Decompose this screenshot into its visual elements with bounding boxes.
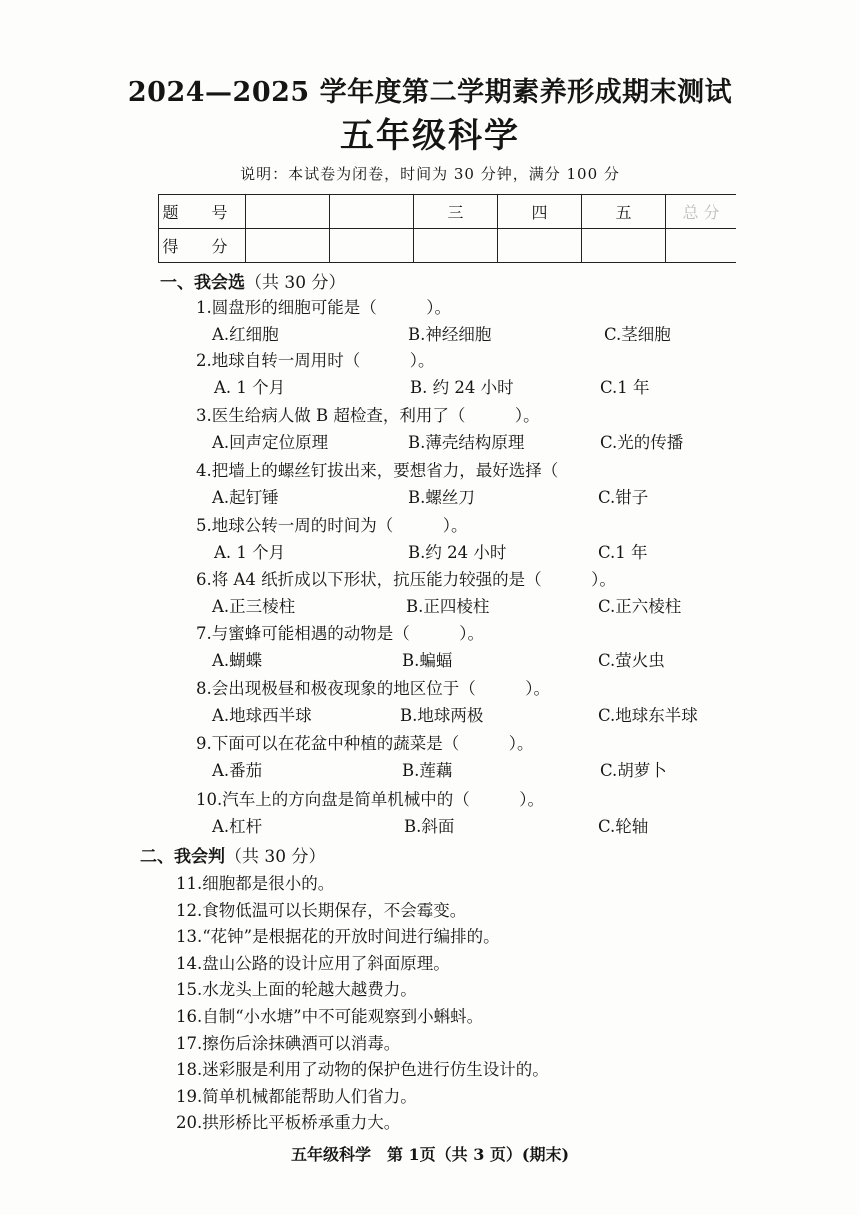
option-b[interactable]: B.蝙蝠 <box>402 651 453 670</box>
exam-title: 2024—2025 学年度第二学期素养形成期末测试 <box>127 77 733 108</box>
option-c[interactable]: C.1 年 <box>598 543 648 562</box>
judgment-item: 18.迷彩服是利用了动物的保护色进行仿生设计的。 <box>176 1060 549 1080</box>
page-footer: 五年级科学 第 1页（共 3 页）(期末) <box>290 1145 570 1164</box>
section1-title: 一、我会选 <box>160 273 245 293</box>
score-col-1 <box>246 195 330 229</box>
score-cell[interactable] <box>666 229 737 263</box>
score-col-2 <box>330 195 414 229</box>
option-c[interactable]: C.光的传播 <box>600 433 684 452</box>
option-b[interactable]: B.约 24 小时 <box>408 543 507 562</box>
question-stem: 7.与蜜蜂可能相遇的动物是（ ）。 <box>196 624 484 643</box>
score-cell[interactable] <box>246 229 330 263</box>
option-c[interactable]: C.正六棱柱 <box>598 597 682 616</box>
section1-points: （共 30 分） <box>245 273 346 293</box>
option-b[interactable]: B.神经细胞 <box>408 325 492 344</box>
question-stem: 5.地球公转一周的时间为（ ）。 <box>196 516 468 535</box>
score-col-5: 五 <box>582 195 666 229</box>
judgment-item: 20.拱形桥比平板桥承重力大。 <box>176 1113 401 1133</box>
section2-title: 二、我会判 <box>140 847 225 867</box>
score-cell[interactable] <box>330 229 414 263</box>
option-b[interactable]: B. 约 24 小时 <box>410 378 514 397</box>
question-stem: 9.下面可以在花盆中种植的蔬菜是（ ）。 <box>196 734 534 753</box>
score-cell[interactable] <box>582 229 666 263</box>
option-a[interactable]: A.地球西半球 <box>212 706 312 725</box>
question-number-label: 题 号 <box>159 195 246 229</box>
judgment-item: 15.水龙头上面的轮越大越费力。 <box>176 980 417 1000</box>
option-b[interactable]: B.正四棱柱 <box>406 597 490 616</box>
score-col-3: 三 <box>414 195 498 229</box>
judgment-item: 16.自制“小水塘”中不可能观察到小蝌蚪。 <box>176 1007 484 1026</box>
score-col-4: 四 <box>498 195 582 229</box>
option-a[interactable]: A.起钉锤 <box>212 488 279 507</box>
option-a[interactable]: A.蝴蝶 <box>212 651 263 670</box>
judgment-item: 12.食物低温可以长期保存，不会霉变。 <box>176 900 467 920</box>
score-table-score-row <box>159 229 737 263</box>
judgment-item: 14.盘山公路的设计应用了斜面原理。 <box>176 953 450 973</box>
option-b[interactable]: B.地球两极 <box>400 706 484 725</box>
judgment-item: 13.“花钟”是根据花的开放时间进行编排的。 <box>176 927 500 947</box>
question-stem: 10.汽车上的方向盘是简单机械中的（ ）。 <box>196 790 544 809</box>
option-a[interactable]: A. 1 个月 <box>214 378 286 397</box>
option-a[interactable]: A.正三棱柱 <box>212 597 296 616</box>
section2-points: （共 30 分） <box>225 847 326 867</box>
option-c[interactable]: C.茎细胞 <box>604 325 671 344</box>
option-c[interactable]: C.轮轴 <box>598 817 649 836</box>
score-table <box>158 194 736 263</box>
option-a[interactable]: A.红细胞 <box>212 325 279 344</box>
option-c[interactable]: C.萤火虫 <box>598 651 665 670</box>
judgment-item: 19.简单机械都能帮助人们省力。 <box>176 1086 417 1106</box>
option-a[interactable]: A.杠杆 <box>212 817 263 836</box>
option-a[interactable]: A.番茄 <box>212 761 263 780</box>
option-c[interactable]: C.钳子 <box>598 488 649 507</box>
option-b[interactable]: B.莲藕 <box>402 761 453 780</box>
question-stem: 6.将 A4 纸折成以下形状，抗压能力较强的是（ ）。 <box>196 570 616 589</box>
option-a[interactable]: A.回声定位原理 <box>212 433 329 452</box>
section1-heading <box>160 268 345 293</box>
score-label: 得 分 <box>159 229 246 263</box>
score-col-total: 总 分 <box>666 195 737 229</box>
question-stem: 4.把墙上的螺丝钉拔出来，要想省力，最好选择（ <box>196 461 559 480</box>
judgment-item: 11.细胞都是很小的。 <box>176 874 335 893</box>
option-a[interactable]: A. 1 个月 <box>214 543 286 562</box>
section2-heading <box>140 842 325 867</box>
exam-subject: 五年级科学 <box>340 116 520 156</box>
option-b[interactable]: B.螺丝刀 <box>408 488 475 507</box>
question-stem: 8.会出现极昼和极夜现象的地区位于（ ）。 <box>196 679 550 698</box>
score-table-header-row <box>159 195 737 229</box>
option-c[interactable]: C.胡萝卜 <box>600 761 667 780</box>
option-c[interactable]: C.地球东半球 <box>598 706 698 725</box>
score-cell[interactable] <box>498 229 582 263</box>
exam-instructions: 说明：本试卷为闭卷，时间为 30 分钟，满分 100 分 <box>240 165 620 183</box>
question-stem: 2.地球自转一周用时（ ）。 <box>196 351 435 370</box>
score-cell[interactable] <box>414 229 498 263</box>
option-b[interactable]: B.薄壳结构原理 <box>408 433 525 452</box>
question-stem: 1.圆盘形的细胞可能是（ ）。 <box>196 298 451 317</box>
judgment-item: 17.擦伤后涂抹碘酒可以消毒。 <box>176 1033 401 1053</box>
option-b[interactable]: B.斜面 <box>404 817 455 836</box>
option-c[interactable]: C.1 年 <box>600 378 650 397</box>
question-stem: 3.医生给病人做 B 超检查，利用了（ ）。 <box>196 406 540 425</box>
